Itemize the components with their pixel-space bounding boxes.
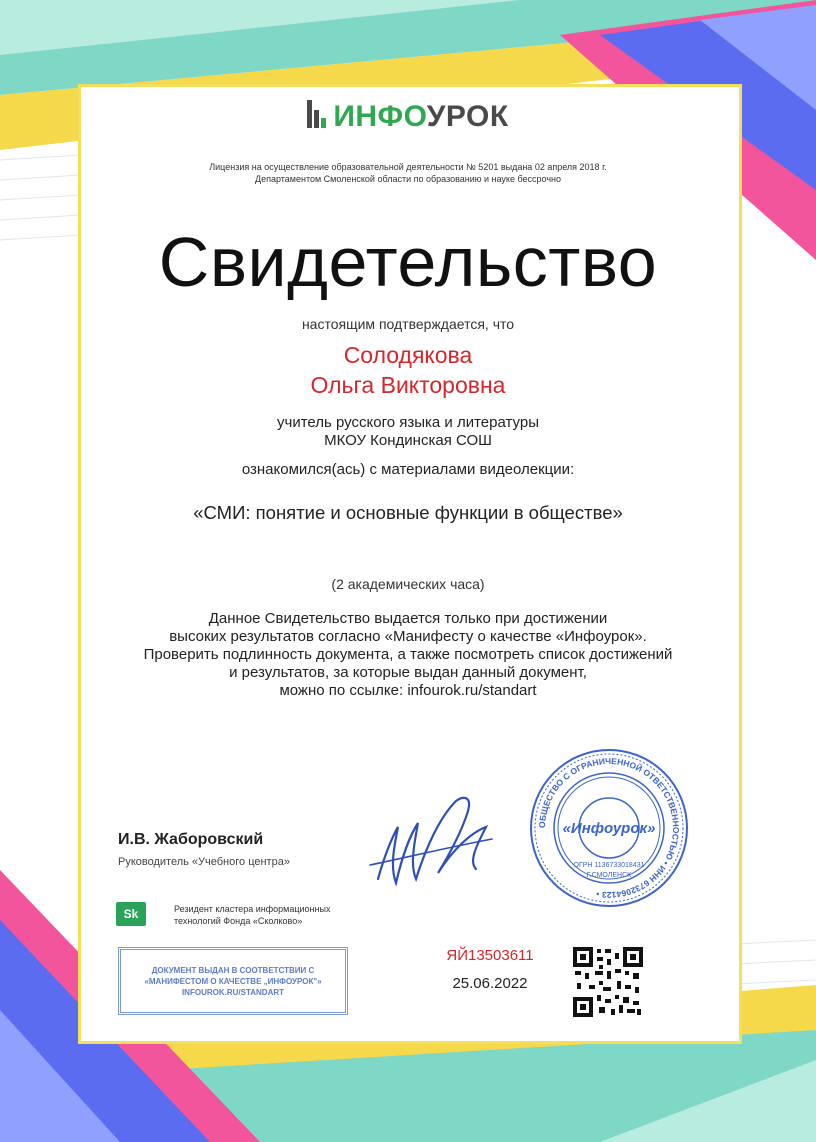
issue-date: 25.06.2022 xyxy=(452,975,528,992)
stamp-city-text: Г.СМОЛЕНСК xyxy=(586,872,632,879)
note-line-3: Проверить подлинность документа, а также посмотреть список достижений xyxy=(143,646,673,663)
manifest-line-2: «МАНИФЕСТОМ О КАЧЕСТВЕ „ИНФОУРОК"» xyxy=(144,976,322,986)
stamp-center-text: «Инфоурок» xyxy=(562,820,656,837)
skolkovo-line-2: технологий Фонда «Сколково» xyxy=(174,916,303,926)
recipient-last-name: Солодякова xyxy=(343,342,473,368)
license-line-2: Департаментом Смоленской области по образованию и науке бессрочно xyxy=(254,174,562,184)
skolkovo-logo: Sk xyxy=(116,902,146,926)
signatory-name: И.В. Жаборовский xyxy=(118,831,264,848)
skolkovo-text xyxy=(174,903,344,927)
official-stamp xyxy=(528,747,690,909)
handwritten-signature xyxy=(360,787,500,897)
manifest-line-3: INFOUROK.RU/STANDART xyxy=(181,987,285,997)
recipient-school: МКОУ Кондинская СОШ xyxy=(324,432,492,449)
note-line-5: можно по ссылке: infourok.ru/standart xyxy=(279,682,537,699)
course-title: «СМИ: понятие и основные функции в обществе» xyxy=(193,502,623,523)
stamp-ring-text: ОБЩЕСТВО С ОГРАНИЧЕННОЙ ОТВЕТСТВЕННОСТЬЮ • ИНН 6732064123 • xyxy=(536,755,682,901)
hours-text: (2 академических часа) xyxy=(331,576,485,592)
acquainted-text: ознакомился(ась) с материалами видеолекции: xyxy=(241,461,575,478)
stamp-ogrn-text: ОГРН 1136733018431 xyxy=(573,862,645,869)
logo-part-1: ИНФО xyxy=(333,100,427,133)
validity-note xyxy=(0,610,816,700)
recipient-first-names: Ольга Викторовна xyxy=(310,372,506,398)
logo-part-2: УРОК xyxy=(426,100,509,133)
infourok-logo xyxy=(0,100,816,136)
note-line-1: Данное Свидетельство выдается только при достижении xyxy=(208,610,608,627)
note-line-4: и результатов, за которые выдан данный документ, xyxy=(229,664,587,681)
skolkovo-line-1: Резидент кластера информационных xyxy=(174,904,331,914)
logo-mark-icon xyxy=(307,100,329,136)
qr-code-icon xyxy=(573,947,643,1017)
signatory-role: Руководитель «Учебного центра» xyxy=(118,856,290,868)
certificate-title: Свидетельство xyxy=(158,223,658,301)
license-text xyxy=(0,161,816,185)
confirm-text: настоящим подтверждается, что xyxy=(301,316,515,332)
certificate-number: ЯЙ13503611 xyxy=(446,947,534,964)
recipient-job: учитель русского языка и литературы xyxy=(277,414,539,431)
manifest-box xyxy=(118,947,348,1015)
manifest-line-1: ДОКУМЕНТ ВЫДАН В СООТВЕТСТВИИ С xyxy=(151,965,315,975)
license-line-1: Лицензия на осуществление образовательной деятельности № 5201 выдана 02 апреля 2018 г. xyxy=(209,162,607,172)
note-line-2: высоких результатов согласно «Манифесту о качестве «Инфоурок». xyxy=(169,628,647,645)
